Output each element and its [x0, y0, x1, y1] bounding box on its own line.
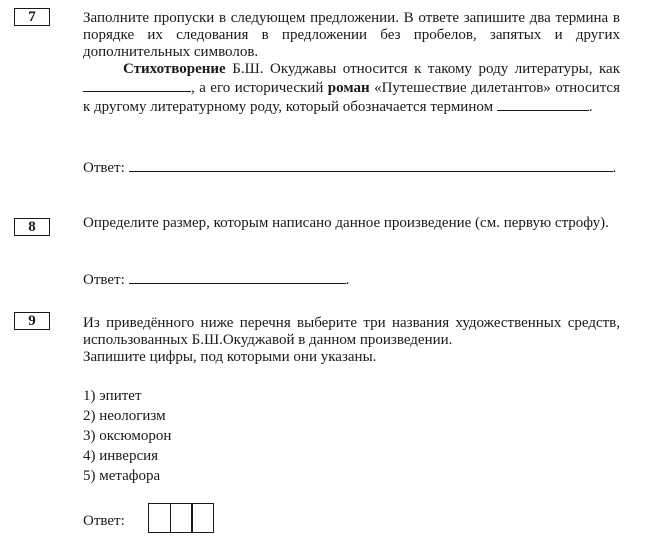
answer-cell-1[interactable] — [148, 503, 171, 533]
task-8-question: Определите размер, которым написано данное произведение (см. первую строфу). — [83, 215, 609, 231]
sentence-part-2: , а его исторический — [191, 80, 328, 96]
answer-line-8[interactable] — [129, 270, 346, 284]
answer-line-7[interactable] — [129, 158, 613, 172]
sentence-part-3: «Путешествие дилетантов» относится к другому литературному роду, который обозначается термином — [83, 80, 620, 115]
blank-line-2[interactable] — [497, 97, 589, 111]
options-list — [83, 386, 171, 486]
task-9-answer-row — [83, 513, 125, 530]
task-9-question: Из приведённого ниже перечня выберите три названия художественных средств, использованных Б.Ш.Окуджавой в данном произведении. — [83, 315, 620, 348]
task-9-instruction: Запишите цифры, под которыми они указаны. — [83, 349, 377, 365]
answer-end-8: . — [345, 272, 350, 288]
option-item: 2) неологизм — [83, 408, 166, 424]
answer-label-9: Ответ: — [83, 513, 125, 529]
sentence-part-4: . — [588, 99, 593, 115]
option-item: 4) инверсия — [83, 448, 159, 464]
task-7-text — [83, 10, 620, 116]
task-number-9: 9 — [14, 312, 50, 330]
blank-line-1[interactable] — [83, 78, 191, 92]
option-item: 5) метафора — [83, 468, 161, 484]
task-7-answer-row — [83, 158, 616, 177]
answer-cell-2[interactable] — [170, 503, 193, 533]
answer-boxes — [148, 503, 214, 533]
task-7-instruction: Заполните пропуски в следующем предложении. В ответе запишите два термина в порядке их следования в предложении без пробелов, запятых и других дополнительных символов. — [83, 10, 620, 60]
task-number-7: 7 — [14, 8, 50, 26]
term-bold-2: роман — [327, 80, 370, 96]
task-9-text — [83, 315, 620, 366]
term-bold-1: Стихотворение — [123, 61, 226, 77]
task-number-8: 8 — [14, 218, 50, 236]
option-item: 3) оксюморон — [83, 428, 172, 444]
answer-label-8: Ответ: — [83, 272, 125, 288]
answer-label-7: Ответ: — [83, 160, 125, 176]
answer-cell-3[interactable] — [191, 503, 214, 533]
option-item: 1) эпитет — [83, 388, 142, 404]
task-7-sentence — [83, 61, 620, 116]
task-8-text — [83, 215, 620, 232]
task-8-answer-row — [83, 270, 349, 289]
answer-end-7: . — [612, 160, 617, 176]
sentence-part-1: Б.Ш. Окуджавы относится к такому роду литературы, как — [225, 61, 620, 77]
